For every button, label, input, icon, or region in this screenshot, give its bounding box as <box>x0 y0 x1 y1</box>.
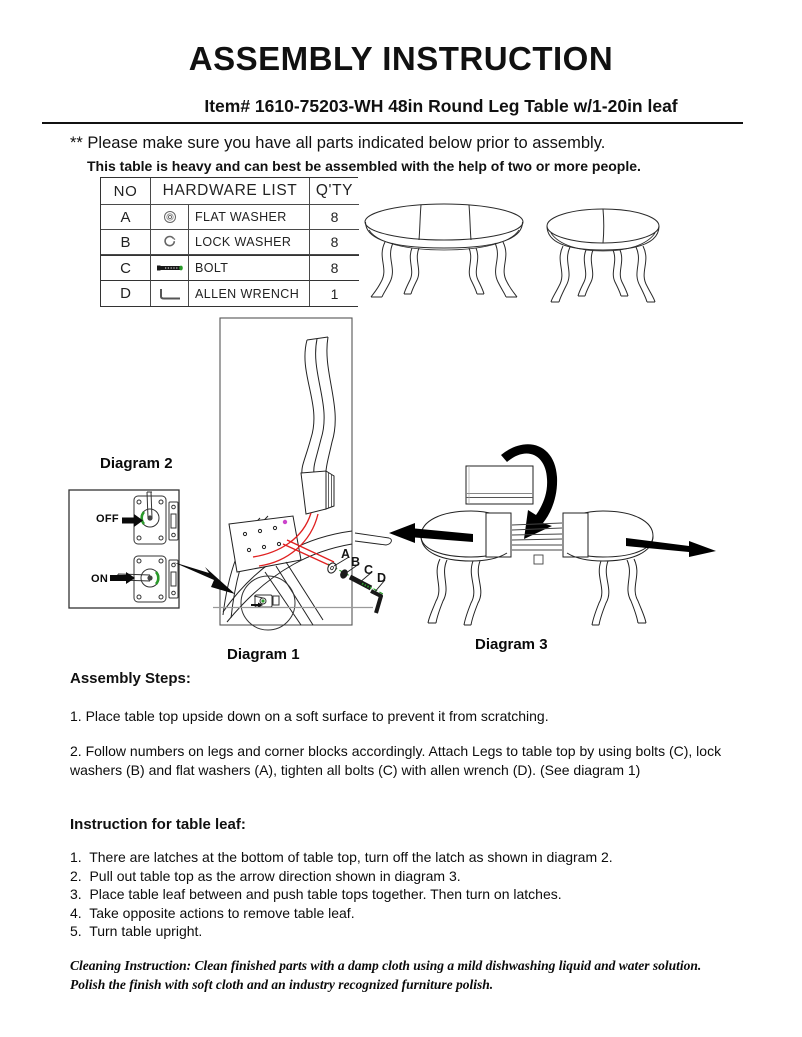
hw-row-qty: 8 <box>310 205 359 230</box>
hw-row-qty: 1 <box>310 281 359 306</box>
hw-row-no: C <box>101 255 151 281</box>
latch-on-label: ON <box>91 573 109 585</box>
diagram2-label: Diagram 2 <box>100 455 173 472</box>
hw-header-no: NO <box>101 178 151 205</box>
hw-header-qty: Q'TY <box>310 178 359 205</box>
callout-c: C <box>364 563 374 577</box>
diagram3-label: Diagram 3 <box>475 636 548 653</box>
diagram1-leg-assembly-illustration <box>165 312 410 647</box>
assembly-step-2: 2. Follow numbers on legs and corner blocks accordingly. Attach Legs to table top by using bolts (C), lock washers (B) and flat washers (A), tighten all bolts (C) with allen wrench (D). (See diagram 1) <box>70 743 722 778</box>
hw-row-no: B <box>101 230 151 255</box>
item-subtitle: Item# 1610-75203-WH 48in Round Leg Table w/1-20in leaf <box>204 96 678 116</box>
hw-row-name: FLAT WASHER <box>189 205 310 230</box>
lock-washer-icon <box>151 230 189 255</box>
hw-row-no: A <box>101 205 151 230</box>
hw-row-name: BOLT <box>189 255 310 281</box>
latch-off-label: OFF <box>96 513 119 525</box>
flat-washer-icon <box>151 205 189 230</box>
leaf-instruction-item: 5. Turn table upright. <box>70 923 203 939</box>
heavy-warning-note: This table is heavy and can best be assembled with the help of two or more people. <box>87 158 641 174</box>
hw-row-no: D <box>101 281 151 306</box>
hw-row-qty: 8 <box>310 230 359 255</box>
assembly-steps-heading: Assembly Steps: <box>70 670 191 687</box>
allen-wrench-icon <box>151 281 189 306</box>
hw-row-name: ALLEN WRENCH <box>189 281 310 306</box>
assembly-step-1: 1. Place table top upside down on a soft surface to prevent it from scratching. <box>70 708 549 724</box>
diagram1-label: Diagram 1 <box>227 646 300 663</box>
leaf-instruction-item: 3. Place table leaf between and push table tops together. Then turn on latches. <box>70 886 562 902</box>
hw-header-list: HARDWARE LIST <box>151 178 310 205</box>
leaf-instruction-item: 2. Pull out table top as the arrow direction shown in diagram 3. <box>70 867 461 884</box>
diagram3-leaf-insertion-illustration <box>385 435 720 650</box>
hw-row-qty: 8 <box>310 255 359 281</box>
hw-row-name: LOCK WASHER <box>189 230 310 255</box>
header-divider <box>42 122 743 124</box>
hardware-list-table <box>100 177 358 307</box>
leaf-instructions-list <box>70 848 770 941</box>
assembled-tables-illustration <box>355 190 720 308</box>
callout-b: B <box>351 555 361 569</box>
bolt-icon <box>151 255 189 281</box>
leaf-instructions-heading: Instruction for table leaf: <box>70 816 246 833</box>
callout-d: D <box>377 571 387 585</box>
leaf-instruction-item: 4. Take opposite actions to remove table leaf. <box>70 904 355 921</box>
page-title: ASSEMBLY INSTRUCTION <box>188 40 614 77</box>
leaf-instruction-item: 1. There are latches at the bottom of table top, turn off the latch as shown in diagram 2. <box>70 849 613 865</box>
parts-note: ** Please make sure you have all parts indicated below prior to assembly. <box>70 134 606 152</box>
cleaning-instruction: Cleaning Instruction: Clean finished parts with a damp cloth using a mild dishwashing liquid and water solution. Polish the finish with soft cloth and an industry recognized furniture polish. <box>70 958 702 992</box>
callout-a: A <box>341 547 351 561</box>
